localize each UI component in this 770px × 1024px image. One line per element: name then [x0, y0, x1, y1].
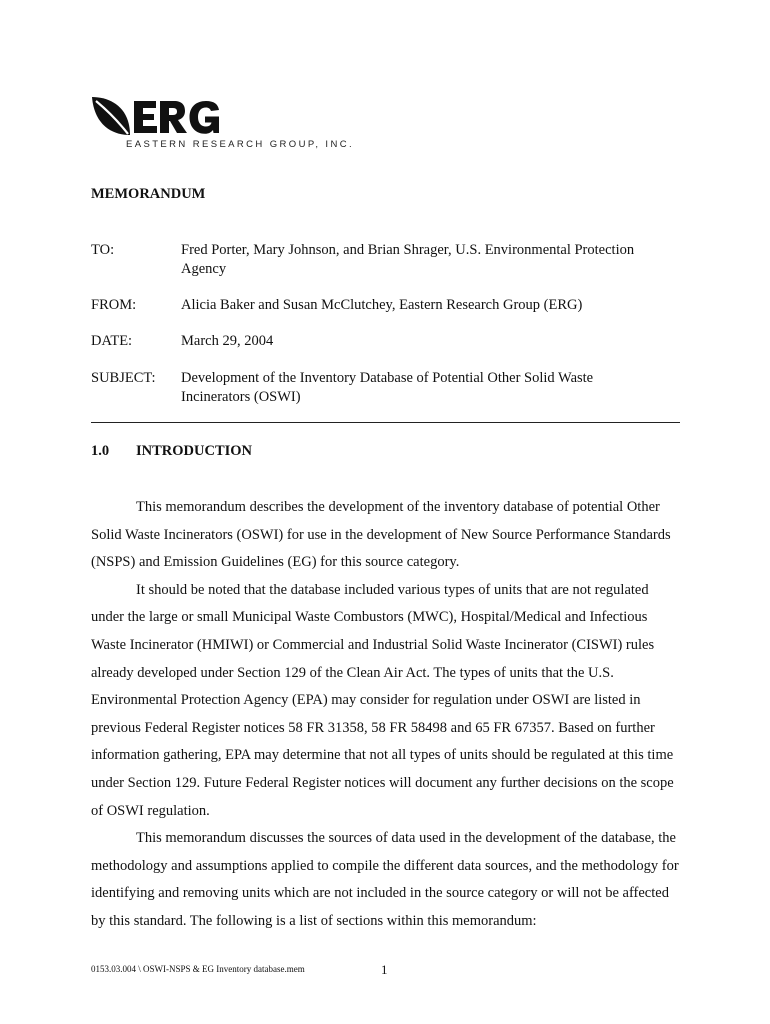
header-subject-label: SUBJECT: — [91, 370, 156, 386]
erg-logo — [90, 95, 355, 155]
body-text — [91, 494, 681, 936]
header-date-label: DATE: — [91, 333, 133, 349]
header-from-value: Alicia Baker and Susan McClutchey, Eastern Research Group (ERG) — [181, 297, 583, 313]
logo-tagline: EASTERN RESEARCH GROUP, INC. — [126, 139, 355, 150]
header-to-label: TO: — [91, 242, 115, 258]
page-number: 1 — [381, 962, 388, 977]
header-subject-value: Development of the Inventory Database of Potential Other Solid Waste Incinerators (OSWI) — [181, 370, 594, 405]
header-to-value: Fred Porter, Mary Johnson, and Brian Shrager, U.S. Environmental Protection Agency — [181, 242, 635, 277]
section-title: INTRODUCTION — [136, 443, 253, 459]
paragraph: This memorandum describes the development of the inventory database of potential Other Solid Waste Incinerators (OSWI) for use in the development of New Source Performance Standards (NSPS) and Emission Guidelines (EG) for this source category. — [91, 499, 671, 571]
header-divider — [91, 422, 680, 423]
footer-file-ref: 0153.03.004 \ OSWI-NSPS & EG Inventory database.mem — [91, 964, 305, 974]
header-from-label: FROM: — [91, 297, 137, 313]
paragraph: This memorandum discusses the sources of data used in the development of the database, the methodology and assumptions applied to compile the different data sources, and the methodology for identifying and removing units which are not included in the source category or will not be affected by this standard. The following is a list of sections within this memorandum: — [91, 830, 679, 929]
header-date-value: March 29, 2004 — [181, 333, 274, 349]
section-number: 1.0 — [91, 443, 110, 459]
paragraph: It should be noted that the database included various types of units that are not regulated under the large or small Municipal Waste Combustors (MWC), Hospital/Medical and Infectious Waste Incinerator (HMIWI) or Commercial and Industrial Solid Waste Incinerator (CISWI) rules already developed under Section 129 of the Clean Air Act. The types of units that the U.S. Environmental Protection Agency (EPA) may consider for regulation under OSWI are listed in previous Federal Register notices 58 FR 31358, 58 FR 58498 and 65 FR 67357. Based on further information gathering, EPA may determine that not all types of units should be regulated at this time under Section 129. Future Federal Register notices will document any further decisions on the scope of OSWI regulation. — [91, 581, 674, 819]
leaf-logo-icon — [90, 95, 220, 139]
memo-title: MEMORANDUM — [91, 186, 206, 202]
